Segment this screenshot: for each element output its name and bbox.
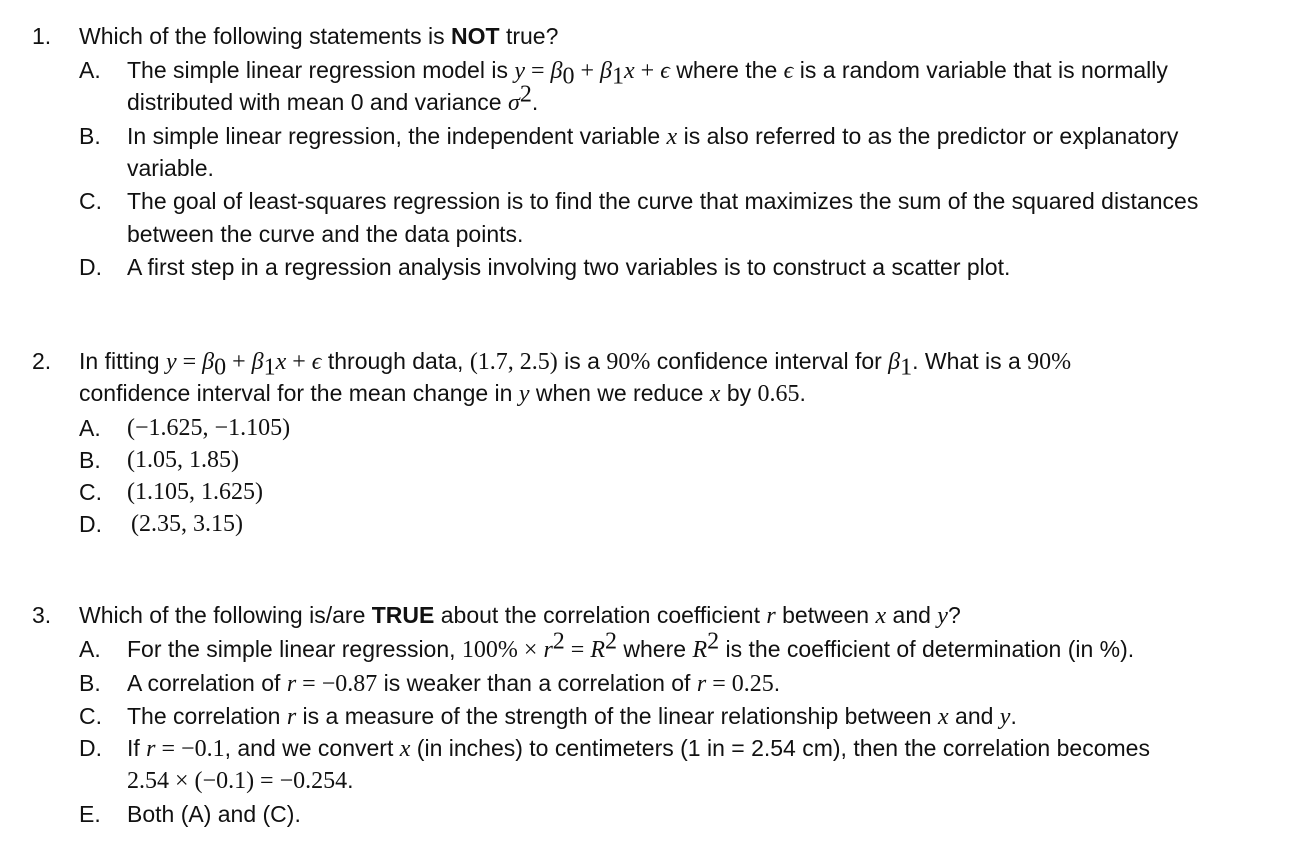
question-stem: Which of the following is/are TRUE about the correlation coefficient r between x and y? (79, 602, 961, 629)
option-label: C. (79, 479, 102, 505)
option-text-continued: between the curve and the data points. (127, 221, 524, 247)
option-text: (1.105, 1.625) (127, 479, 263, 505)
option-text: The simple linear regression model is $y = \beta_0 + \beta_1x + \epsilon$ where the ϵ is a random variable that is normally (127, 57, 1168, 90)
option-label: B. (79, 670, 101, 696)
option-text: In simple linear regression, the independent variable x is also referred to as the predictor or explanatory (127, 123, 1179, 150)
question-stem: In fitting $y = \beta_0 + \beta_1x + \epsilon$ through data, (1.7, 2.5) is a 90% confidence interval for $\beta_1$. What is a 90% (79, 348, 1072, 381)
option-text: For the simple linear regression, $100\% \times r^2 = R^2$ where $R^2$ is the coefficient of determination (in %). (127, 628, 1135, 663)
question-number: 1. (32, 23, 52, 49)
option-text: The correlation r is a measure of the strength of the linear relationship between x and y. (127, 703, 1017, 730)
option-text-continued: variable. (127, 155, 214, 181)
option-label: C. (79, 188, 102, 214)
option-text-continued: distributed with mean 0 and variance $\sigma^2$. (127, 81, 539, 116)
option-text: (1.05, 1.85) (127, 447, 239, 473)
option-label: D. (79, 254, 102, 280)
option-label: C. (79, 703, 102, 729)
option-text: If r = −0.1, and we convert x (in inches) to centimeters (1 in = 2.54 cm), then the correlation becomes (127, 735, 1150, 762)
question-number: 2. (32, 348, 52, 374)
question-stem: Which of the following statements is NOT true? (79, 23, 559, 49)
question-stem-continued: confidence interval for the mean change in y when we reduce x by 0.65. (79, 380, 806, 407)
option-text: (2.35, 3.15) (131, 511, 243, 537)
option-label: B. (79, 123, 101, 149)
option-label: A. (79, 636, 101, 662)
option-label: A. (79, 57, 101, 83)
option-label: A. (79, 415, 101, 441)
option-text: A correlation of r = −0.87 is weaker than a correlation of r = 0.25. (127, 670, 781, 697)
option-label: D. (79, 735, 102, 761)
option-text: A first step in a regression analysis involving two variables is to construct a scatter plot. (127, 254, 1011, 280)
option-text: Both (A) and (C). (127, 801, 301, 827)
question-number: 3. (32, 602, 52, 628)
option-label: E. (79, 801, 101, 827)
option-text: The goal of least-squares regression is to find the curve that maximizes the sum of the squared distances (127, 188, 1199, 214)
option-text-continued: 2.54 × (−0.1) = −0.254. (127, 767, 354, 794)
option-text: (−1.625, −1.105) (127, 415, 291, 441)
option-label: D. (79, 511, 102, 537)
option-label: B. (79, 447, 101, 473)
